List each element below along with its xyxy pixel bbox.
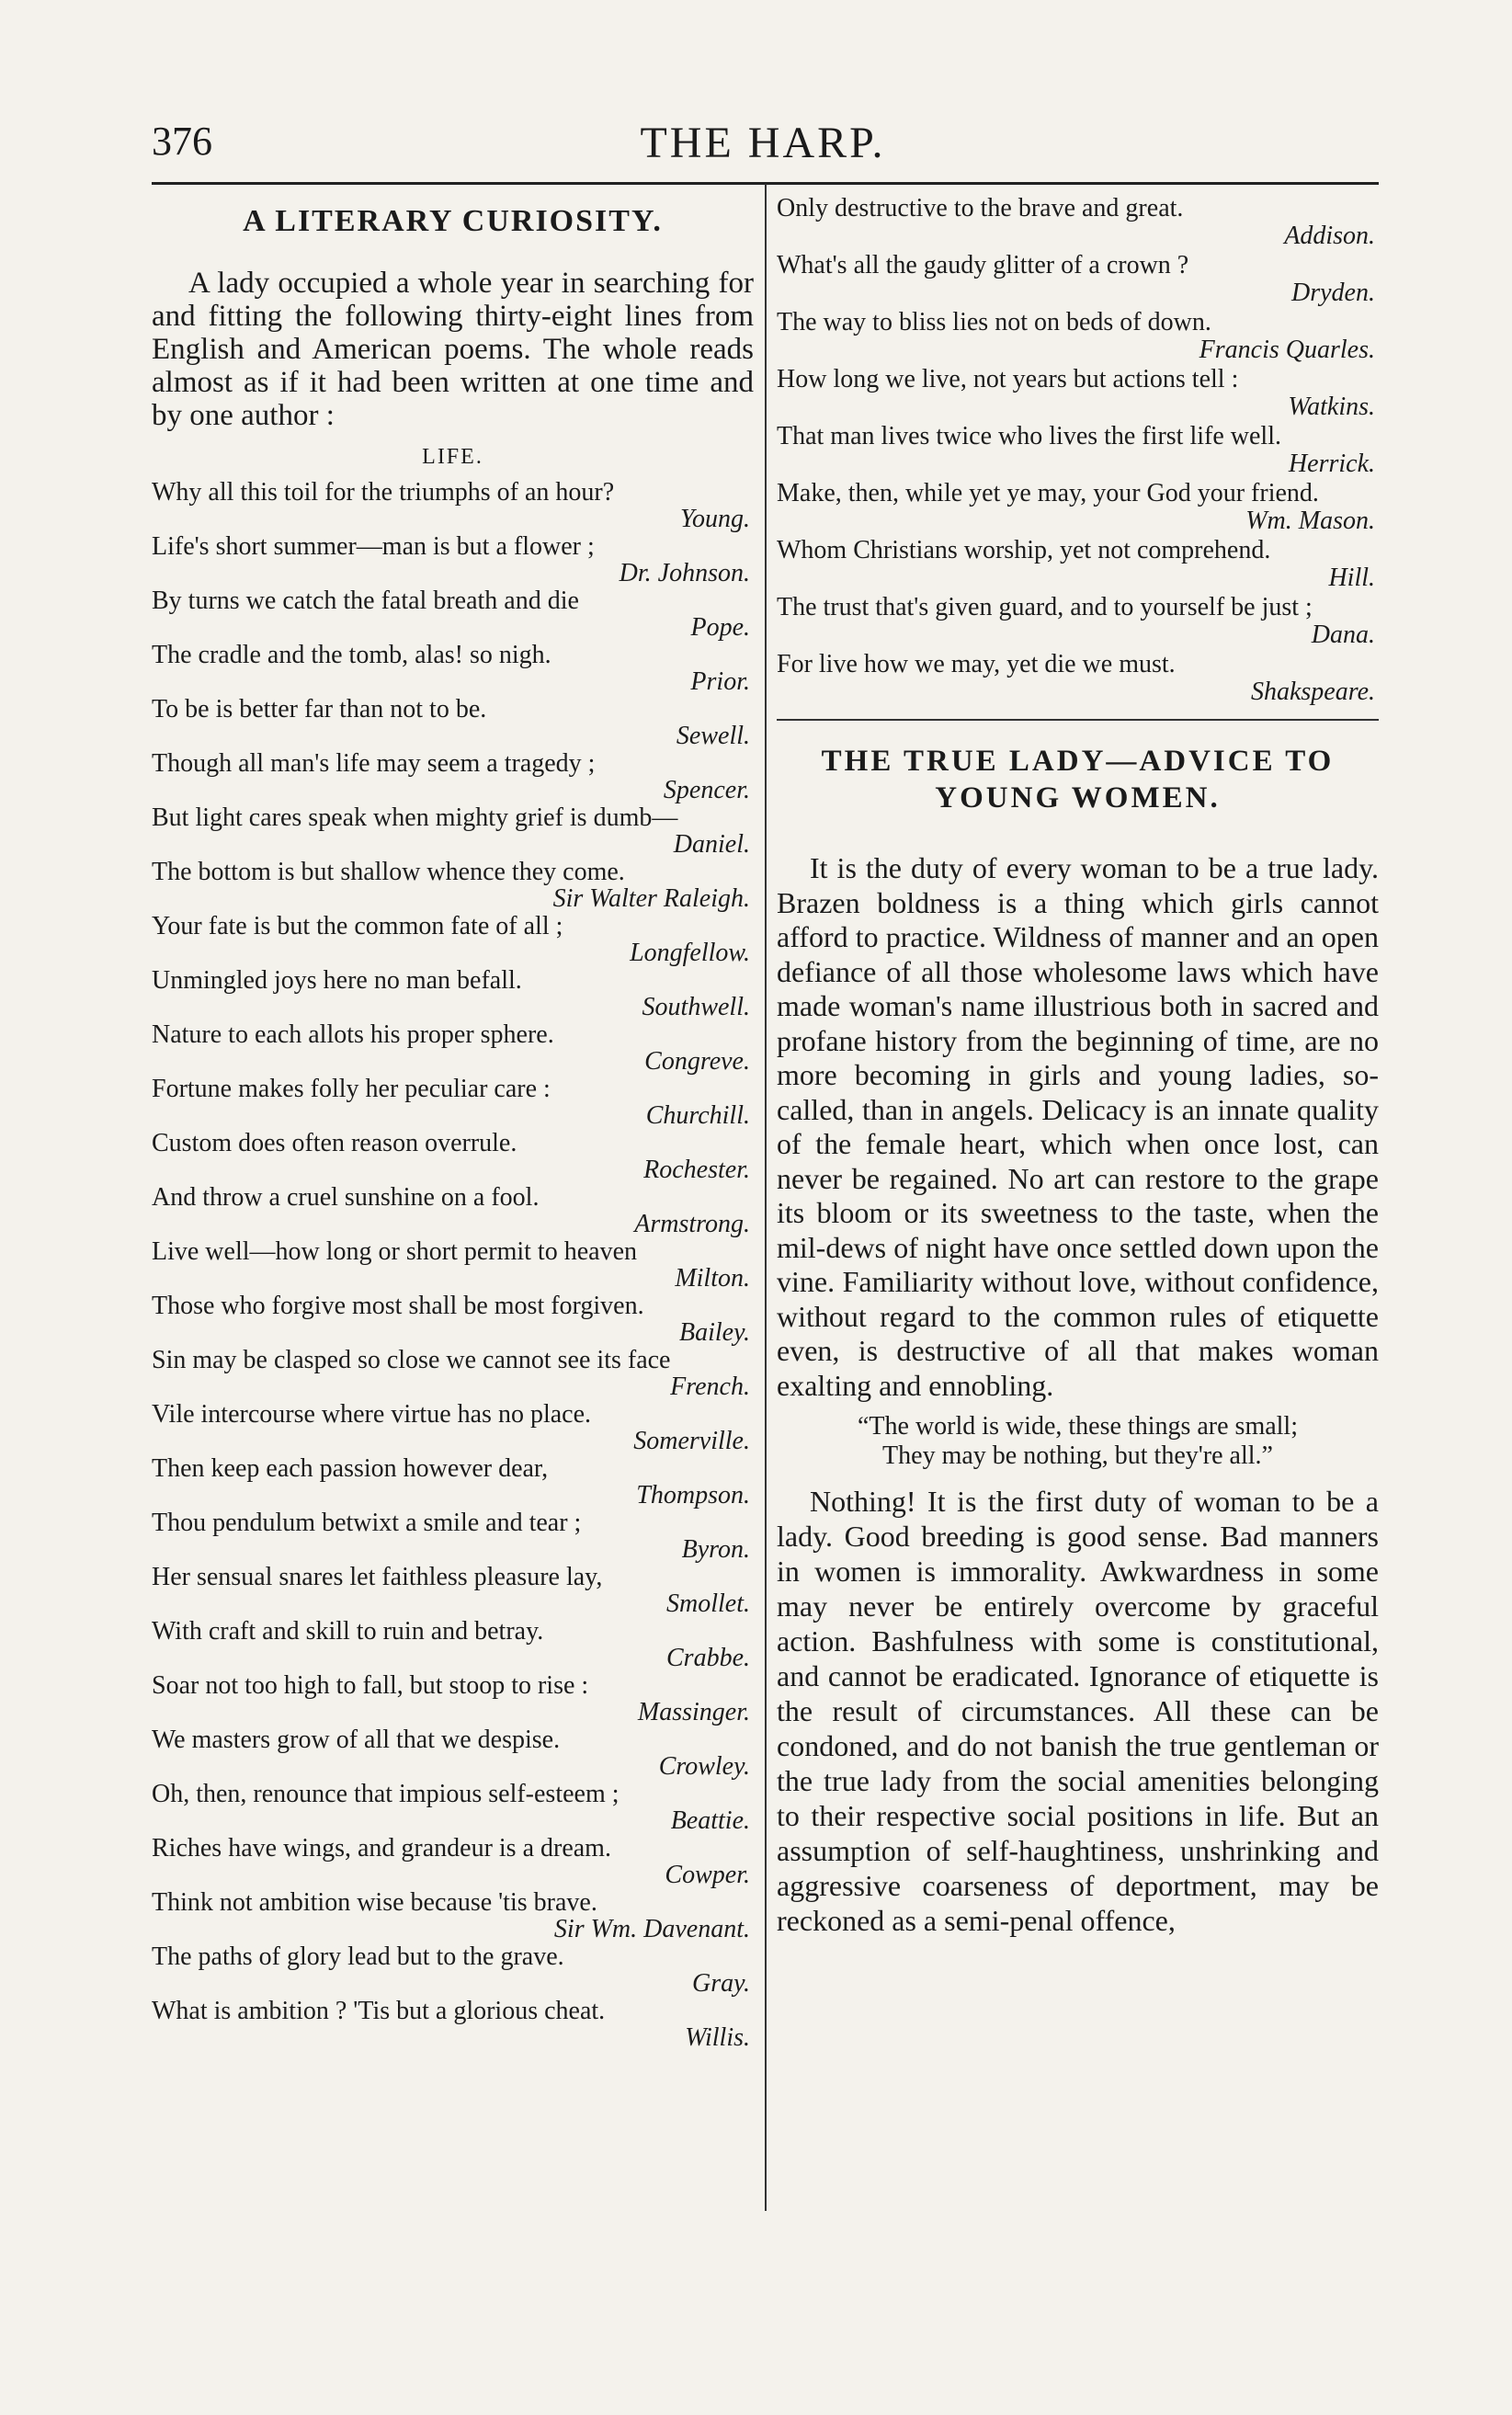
right-column — [777, 195, 1379, 1938]
section-divider — [777, 719, 1379, 721]
verse-author: Armstrong. — [634, 1210, 750, 1238]
verse-author: Churchill. — [645, 1101, 750, 1130]
article-title-2: THE TRUE LADY—ADVICE TO YOUNG WOMEN. — [821, 745, 1335, 814]
verse-text: Make, then, while yet ye may, your God your friend. — [777, 479, 1319, 507]
poem-line — [152, 479, 754, 532]
verse-text: The bottom is but shallow whence they come. — [152, 858, 625, 886]
poem-line — [152, 1781, 754, 1834]
verse-text: But light cares speak when mighty grief is dumb— — [152, 803, 678, 832]
verse-author: Smollet. — [666, 1589, 750, 1618]
poem-line — [152, 1021, 754, 1075]
verse-text: Thou pendulum betwixt a smile and tear ; — [152, 1509, 582, 1537]
poem-line — [152, 1130, 754, 1183]
poem-line — [777, 252, 1379, 307]
verse-text: Your fate is but the common fate of all ; — [152, 912, 563, 940]
verse-text: Live well—how long or short permit to heaven — [152, 1237, 637, 1266]
verse-author: Francis Quarles. — [1199, 336, 1375, 364]
poem-line — [777, 651, 1379, 706]
verse-author: Somerville. — [633, 1427, 750, 1455]
verse-author: Young. — [679, 505, 750, 533]
verse-text: Oh, then, renounce that impious self-esteem ; — [152, 1780, 620, 1808]
verse-author: Shakspeare. — [1250, 678, 1375, 706]
verse-author: Bailey. — [679, 1318, 750, 1347]
verse-text: How long we live, not years but actions tell : — [777, 365, 1239, 393]
quote-line: They may be nothing, but they're all.” — [882, 1441, 1273, 1470]
verse-text: Though all man's life may seem a tragedy ; — [152, 749, 596, 778]
poem-line — [152, 1726, 754, 1780]
verse-author: Prior. — [690, 667, 750, 696]
verse-text: Why all this toil for the triumphs of an hour? — [152, 478, 615, 507]
verse-text: Soar not too high to fall, but stoop to rise : — [152, 1671, 589, 1700]
verse-text: What's all the gaudy glitter of a crown ? — [777, 251, 1189, 279]
article-intro: A lady occupied a whole year in searching for and fitting the following thirty-eight lines from English and American poems. The whole reads almost as if it had been written at one time and by one author : — [152, 267, 754, 432]
verse-author: Southwell. — [642, 993, 750, 1021]
verse-text: Nature to each allots his proper sphere. — [152, 1020, 554, 1049]
poem-line — [152, 1293, 754, 1346]
verse-author: Milton. — [675, 1264, 750, 1293]
verse-text: The paths of glory lead but to the grave. — [152, 1942, 564, 1971]
poem-line — [777, 309, 1379, 364]
verse-text: And throw a cruel sunshine on a fool. — [152, 1183, 540, 1212]
verse-author: Willis. — [685, 2023, 750, 2052]
verse-text: With craft and skill to ruin and betray. — [152, 1617, 544, 1646]
verse-author: Pope. — [690, 613, 750, 642]
verse-text: Sin may be clasped so close we cannot see its face — [152, 1346, 671, 1374]
verse-author: Massinger. — [637, 1698, 750, 1726]
poem-lines-continued — [777, 195, 1379, 706]
verse-text: Life's short summer—man is but a flower ; — [152, 532, 595, 561]
verse-text: The cradle and the tomb, alas! so nigh. — [152, 641, 551, 669]
verse-author: Congreve. — [644, 1047, 750, 1076]
verse-author: French. — [670, 1373, 750, 1401]
poem-lines — [152, 479, 754, 2051]
article-paragraph: Nothing! It is the first duty of woman to be a lady. Good breeding is good sense. Bad manners in women is immorality. Awkwardness in some may never be entirely overcome by graceful action. Bashfulness with some is constitutional, and cannot be eradicated. Ignorance of etiquette is the result of circumstances. All these can be condoned, and do not banish the true gentleman or the true lady from the social amenities belonging to their respective social positions in life. But an assumption of self-haughtiness, unshrinking and aggressive coarseness of deportment, may be reckoned as a semi-penal offence, — [777, 1485, 1379, 1937]
left-column — [152, 204, 754, 2052]
verse-text: Fortune makes folly her peculiar care : — [152, 1075, 551, 1103]
verse-text: By turns we catch the fatal breath and die — [152, 587, 579, 615]
column-divider — [765, 184, 767, 2211]
poem-line — [152, 1998, 754, 2051]
verse-author: Addison. — [1284, 222, 1375, 250]
poem-line — [152, 533, 754, 587]
verse-author: Hill. — [1328, 564, 1375, 592]
verse-text: Her sensual snares let faithless pleasure lay, — [152, 1563, 603, 1591]
verse-text: Those who forgive most shall be most forgiven. — [152, 1292, 644, 1320]
verse-text: To be is better far than not to be. — [152, 695, 487, 723]
verse-author: Byron. — [681, 1535, 750, 1564]
poem-line — [152, 1835, 754, 1888]
article-title: A LITERARY CURIOSITY. — [243, 204, 663, 238]
page-header — [152, 118, 1374, 173]
poem-line — [152, 1889, 754, 1942]
quote-line: “The world is wide, these things are small; — [858, 1412, 1298, 1441]
verse-author: Rochester. — [643, 1156, 750, 1184]
verse-author: Dana. — [1311, 621, 1375, 649]
verse-author: Dr. Johnson. — [619, 559, 750, 587]
publication-title: THE HARP. — [640, 119, 886, 167]
poem-line — [152, 1509, 754, 1563]
poem-line — [152, 1347, 754, 1400]
poem-line — [152, 1401, 754, 1454]
poem-title: LIFE. — [422, 445, 483, 469]
verse-author: Herrick. — [1288, 450, 1375, 478]
verse-author: Cowper. — [665, 1861, 750, 1889]
verse-text: Then keep each passion however dear, — [152, 1454, 549, 1483]
poem-line — [777, 423, 1379, 478]
verse-text: The trust that's given guard, and to yourself be just ; — [777, 593, 1313, 621]
verse-author: Wm. Mason. — [1245, 507, 1375, 535]
poem-line — [152, 1943, 754, 1997]
verse-author: Crowley. — [658, 1752, 750, 1781]
poem-line — [152, 1184, 754, 1237]
poem-line — [152, 750, 754, 803]
verse-author: Thompson. — [636, 1481, 750, 1509]
verse-author: Daniel. — [673, 830, 750, 859]
verse-text: Only destructive to the brave and great. — [777, 194, 1184, 222]
verse-author: Watkins. — [1288, 393, 1375, 421]
poem-line — [777, 366, 1379, 421]
verse-text: That man lives twice who lives the first life well. — [777, 422, 1281, 450]
verse-text: We masters grow of all that we despise. — [152, 1726, 561, 1754]
verse-text: Think not ambition wise because 'tis brave. — [152, 1888, 597, 1917]
poem-line — [152, 1238, 754, 1292]
poem-line — [777, 480, 1379, 535]
poem-line — [152, 1076, 754, 1129]
verse-text: Whom Christians worship, yet not comprehend. — [777, 536, 1271, 564]
poem-line — [152, 967, 754, 1020]
poem-line — [777, 537, 1379, 592]
verse-text: What is ambition ? 'Tis but a glorious cheat. — [152, 1997, 606, 2025]
poem-line — [152, 1455, 754, 1509]
verse-author: Sir Walter Raleigh. — [552, 884, 750, 913]
verse-author: Spencer. — [663, 776, 750, 804]
poem-line — [152, 696, 754, 749]
verse-author: Longfellow. — [630, 939, 750, 967]
poem-line — [152, 1618, 754, 1671]
verse-author: Sewell. — [676, 722, 750, 750]
verse-text: For live how we may, yet die we must. — [777, 650, 1176, 678]
poem-line — [152, 804, 754, 858]
verse-text: Unmingled joys here no man befall. — [152, 966, 522, 995]
quotation — [777, 1412, 1379, 1471]
poem-line — [777, 594, 1379, 649]
verse-author: Beattie. — [670, 1806, 750, 1835]
verse-author: Sir Wm. Davenant. — [553, 1915, 750, 1943]
poem-line — [152, 1672, 754, 1726]
verse-author: Dryden. — [1291, 279, 1375, 307]
poem-line — [152, 913, 754, 966]
poem-line — [152, 587, 754, 641]
verse-text: Riches have wings, and grandeur is a dream. — [152, 1834, 611, 1863]
verse-author: Crabbe. — [666, 1644, 750, 1672]
verse-text: Custom does often reason overrule. — [152, 1129, 517, 1157]
article-paragraph: It is the duty of every woman to be a true lady. Brazen boldness is a thing which girls cannot afford to practice. Wildness of manner and an open defiance of all those wholesome laws which have made woman's name illustrious both in sacred and profane history from the beginning of time, are no more becoming in girls and young ladies, so-called, than in angels. Delicacy is an innate quality of the female heart, which when once lost, can never be regained. No art can restore to the grape its bloom or its sweetness to the taste, when the mil-dews of night have once settled down upon the vine. Familiarity without love, without confidence, without regard to the common rules of etiquette even, is destructive of all that makes woman exalting and ennobling. — [777, 851, 1379, 1402]
verse-author: Gray. — [692, 1969, 750, 1998]
poem-line — [152, 1564, 754, 1617]
poem-line — [152, 859, 754, 912]
verse-text: The way to bliss lies not on beds of down. — [777, 308, 1211, 336]
page-number: 376 — [152, 119, 212, 164]
verse-text: Vile intercourse where virtue has no place. — [152, 1400, 592, 1429]
poem-line — [777, 195, 1379, 250]
poem-line — [152, 642, 754, 695]
